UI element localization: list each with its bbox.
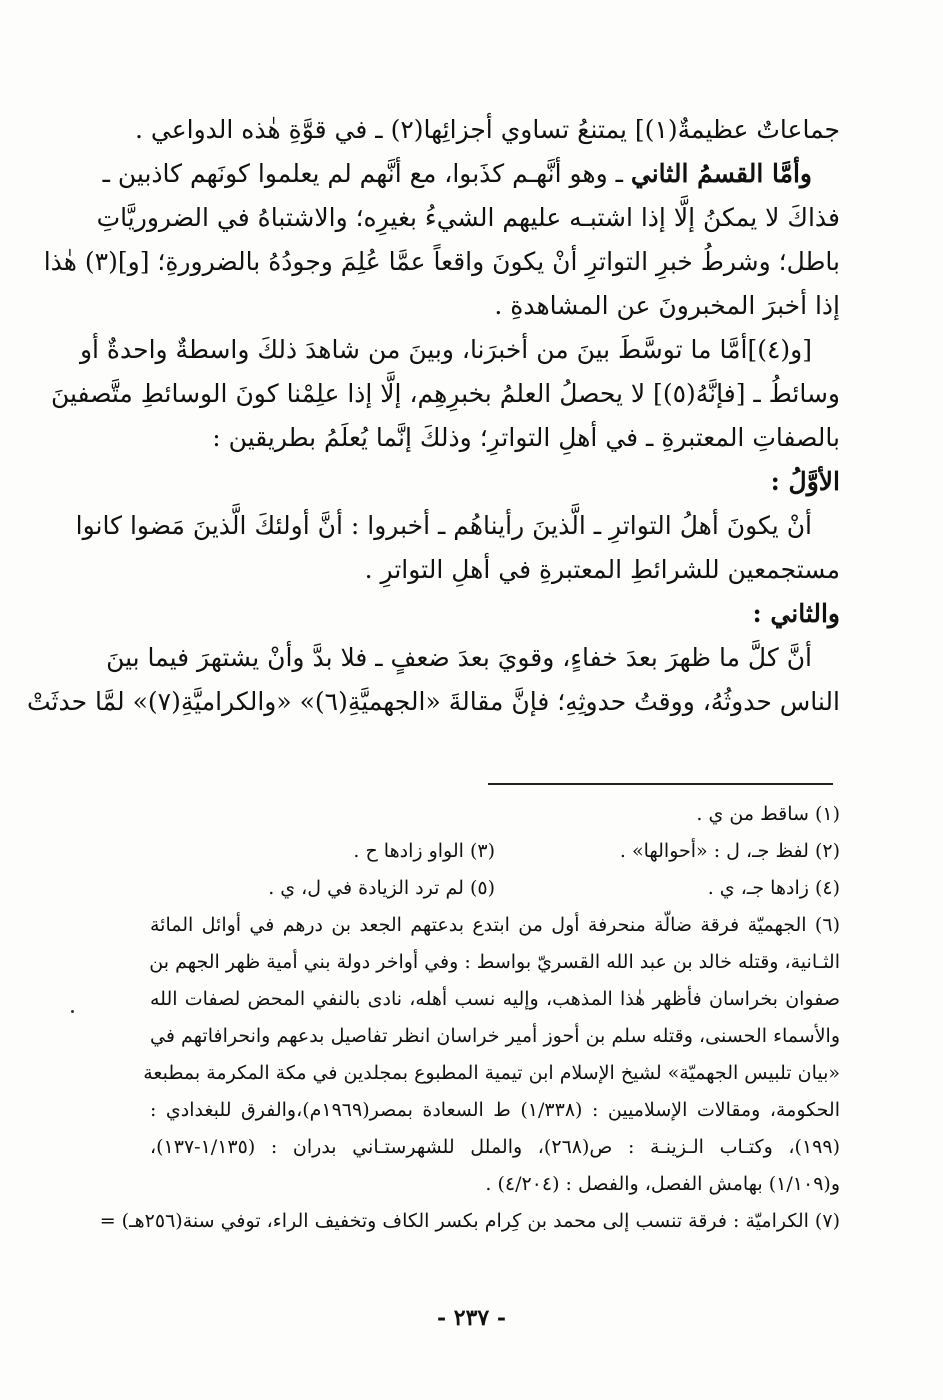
footnote-6-line: والأسماء الحسنى، وقتله سلم بن أحوز أمير خراسان انظر تفاصيل بدعهم وانحرافاتهم في: [150, 1025, 840, 1047]
text-line: الناس حدوثُهُ، ووقتُ حدوثِهِ؛ فإنَّ مقالةَ «الجهميَّةِ(٦)» «والكراميَّةِ(٧)» لمَّا حدثَتْ: [26, 687, 840, 716]
text-line: مستجمعين للشرائطِ المعتبرةِ في أهلِ التواترِ .: [364, 555, 840, 584]
heading-second: والثاني :: [752, 599, 840, 628]
footnote-separator: [488, 783, 833, 785]
section-title: وأمَّا القسمُ الثاني: [630, 159, 812, 188]
text-span: ـ وهو أنَّهـم كذَبوا، مع أنَّهم لم يعلموا كونَهم كاذبين ـ: [102, 159, 623, 188]
footnote-row: [150, 870, 840, 907]
text-line: وسائطُ ـ [فإنَّهُ(٥)] لا يحصلُ العلمُ بخبرِهِم، إلَّا إذا علِمْنا كونَ الوسائطِ متَّصفينَ: [50, 379, 840, 408]
text-line: [102, 152, 840, 196]
text-line: باطل؛ وشرطُ خبرِ التواترِ أنْ يكونَ واقعاً عمَّا عُلِمَ وجودُهُ بالضرورةِ؛ [و](٣) هٰذا: [43, 247, 840, 276]
footnote-6-line: صفوان بخراسان فأظهر هٰذا المذهب، وإليه نسب أهله، نادى بالنفي المحض لصفات الله: [150, 988, 840, 1010]
text-line: فذاكَ لا يمكنُ إلَّا إذا اشتبـه عليهم الشيءُ بغيرِه؛ والاشتباهُ في الضروريَّاتِ: [96, 203, 840, 232]
footnote-5: (٥) لم ترد الزيادة في ل، ي .: [268, 877, 495, 899]
footnote-3: (٣) الواو زادها ح .: [353, 840, 495, 862]
footnote-6-line: الحكومة، ومقالات الإسلاميين : (١/٣٣٨) ط السعادة بمصر(١٩٦٩م)،والفرق للبغدادي :: [150, 1099, 840, 1121]
footnote-6-line: (١٩٩)، وكتـاب الـزينـة : ص(٢٦٨)، والملل للشهرستـاني بدران : (١/١٣٥-١٣٧)،: [150, 1136, 840, 1158]
text-line: [و(٤)]أمَّا ما توسَّطَ بينَ من أخبرَنا، وبينَ من شاهدَ ذلكَ واسطةٌ واحدةٌ أو: [79, 335, 812, 364]
text-line: بالصفاتِ المعتبرةِ ـ في أهلِ التواترِ؛ وذلكَ إنَّما يُعلَمُ بطريقين :: [212, 423, 840, 452]
page-number: - ٢٣٧ -: [436, 1305, 507, 1331]
footnote-1: (١) ساقط من ي .: [696, 803, 840, 825]
text-line: إذا أخبرَ المخبرونَ عن المشاهدةِ .: [494, 291, 840, 320]
text-line: أنَّ كلَّ ما ظهرَ بعدَ خفاءٍ، وقويَ بعدَ ضعفٍ ـ فلا بدَّ وأنْ يشتهرَ فيما بينَ: [106, 643, 812, 672]
footnote-6-line: (٦) الجهميّة فرقة ضالّة منحرفة أول من ابتدع بدعتهم الجعد بن درهم في أوائل المائة: [150, 914, 840, 936]
footnote-6-line: «بيان تلبيس الجهميّة» لشيخ الإسلام ابن تيمية المطبوع بمجلدين في مكة المكرمة بمطبعة: [143, 1062, 840, 1084]
text-line: أنْ يكونَ أهلُ التواترِ ـ الَّذينَ رأيناهُم ـ أخبروا : أنَّ أولئكَ الَّذينَ مَضوا كانوا: [75, 511, 812, 540]
footnote-6-line: الثـانية، وقتله خالد بن عبد الله القسريّ بواسط : وفي أواخر دولة بني أمية ظهر الجهم بن: [149, 951, 840, 973]
text-line: جماعاتٌ عظيمةٌ(١)] يمتنعُ تساوي أجزائِها(٢) ـ في قوَّةِ هٰذه الدواعي .: [135, 115, 840, 144]
scan-speck: [71, 1010, 74, 1013]
main-text: [26, 108, 840, 724]
footnote-row: [150, 833, 840, 870]
footnote-7: (٧) الكراميّة : فرقة تنسب إلى محمد بن كِرام بكسر الكاف وتخفيف الراء، توفي سنة(٢٥٦هـ) =: [99, 1210, 840, 1232]
footnotes: [99, 796, 840, 1240]
footnote-2: (٢) لفظ جـ، ل : «أحوالها» .: [619, 840, 840, 862]
heading-first: الأوَّلُ :: [770, 467, 840, 496]
footnote-4: (٤) زادها جـ، ي .: [707, 877, 840, 899]
footnote-6-line: و(١/١٠٩) بهامش الفصل، والفصل : (٤/٢٠٤) .: [485, 1173, 840, 1195]
